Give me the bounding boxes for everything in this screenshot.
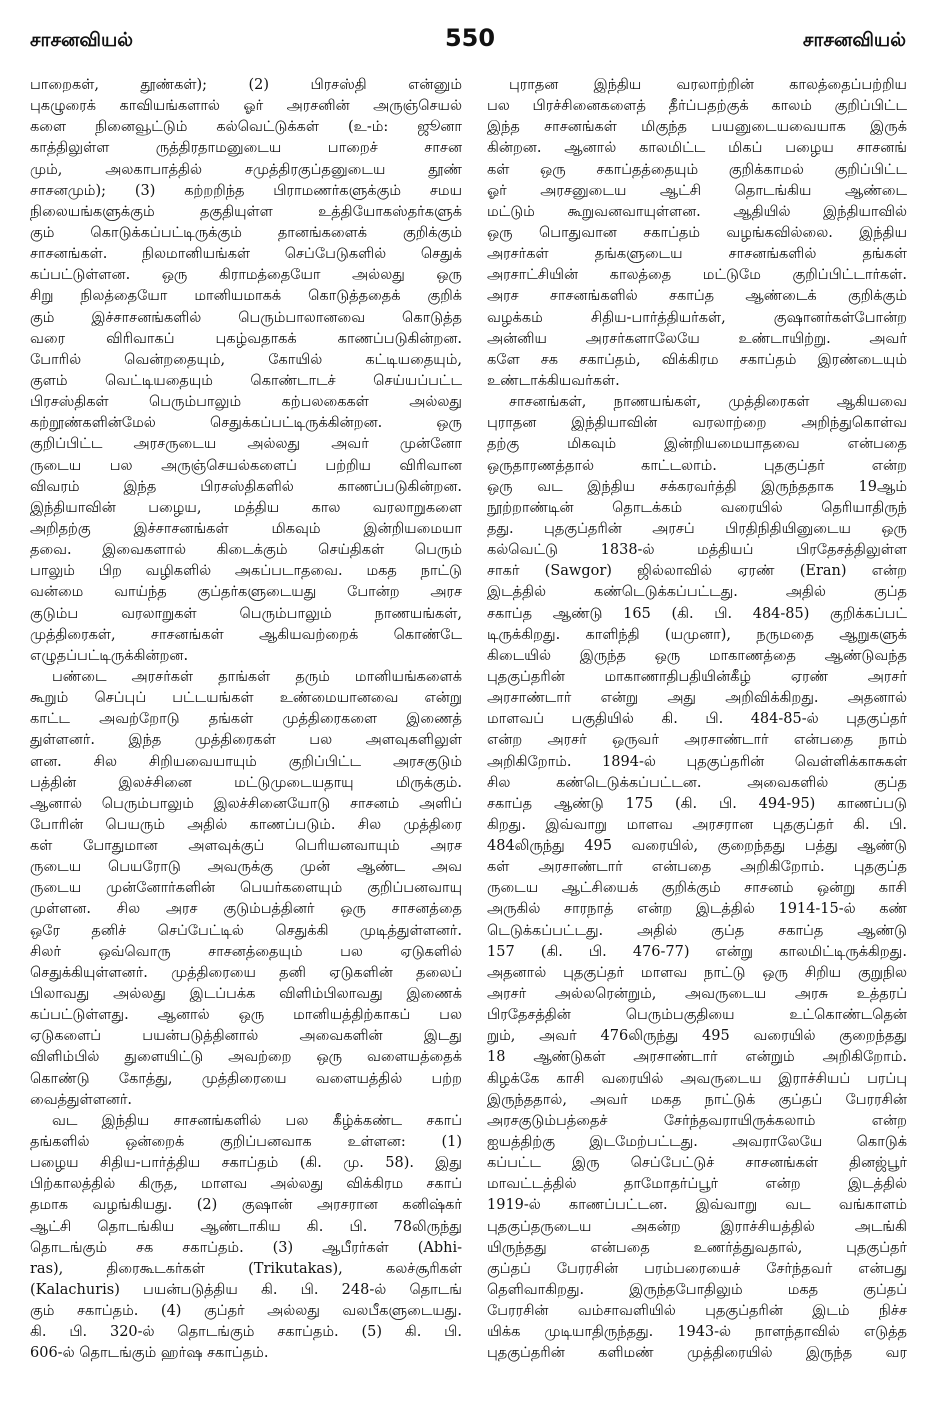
text-line: டெடுக்கப்பட்டது. அதில் குப்த சகாப்த ஆண்டு <box>487 922 907 939</box>
paragraph <box>30 75 462 667</box>
text-line: பல பிரச்சினைகளைத் தீர்ப்பதற்குக் காலம் குறிப்பிட்ட <box>487 98 907 115</box>
text-line: கிழக்கே காசி வரையில் அவருடைய இராச்சியப் பரப்பு <box>487 1070 907 1087</box>
text-line: 1919-ல் காணப்பட்டன. இவ்வாறு வட வங்காளம் <box>487 1197 907 1214</box>
paragraph <box>487 392 907 1364</box>
text-line: ras), திரைகூடகர்கள் (Trikutakas), கலச்சூரிகள் <box>30 1260 462 1277</box>
text-line: இருந்ததால், அவர் மகத நாட்டுக் குப்தப் பேரரசின் <box>487 1091 907 1108</box>
text-line: இடத்தில் கண்டெடுக்கப்பட்டது. அதில் குப்த <box>487 584 907 601</box>
text-line: றும், அவர் 476லிருந்து 495 வரையில் குறைந்தது <box>487 1028 907 1045</box>
text-line: 157 (கி. பி. 476-77) என்று காலமிட்டிருக்கிறது. <box>487 943 907 960</box>
text-line: ஆனால் பெரும்பாலும் இலச்சினையோடு சாசனம் அளிப் <box>30 795 462 812</box>
text-line: கும் கொடுக்கப்பட்டிருக்கும் தானங்களைக் குறிக்கும் <box>30 224 462 241</box>
text-line: புராதன இந்திய வரலாற்றின் காலத்தைப்பற்றிய <box>509 77 907 93</box>
text-line: சிலர் ஒவ்வொரு சாசனத்தையும் பல ஏடுகளில் <box>30 943 462 960</box>
text-line: தொடங்கும் சக சகாப்தம். (3) ஆபீரர்கள் (Abhi- <box>30 1239 462 1256</box>
paragraph <box>487 75 907 392</box>
text-line: தமாக வழங்கியது. (2) குஷான் அரசரான கனிஷ்கர் <box>30 1197 462 1214</box>
text-line: வட இந்திய சாசனங்களில் பல கீழ்க்கண்ட சகாப் <box>52 1112 462 1129</box>
text-line: அதனால் புதகுப்தர் மாளவ நாட்டு ஒரு சிறிய குறுநில <box>487 964 907 981</box>
text-line: கற்றூண்களின்மேல் செதுக்கப்பட்டிருக்கின்றன. ஒரு <box>30 415 462 432</box>
text-line: வன்மை வாய்ந்த குப்தர்களுடையது போன்ற அரச <box>30 584 462 601</box>
text-line: உண்டாக்கியவர்கள். <box>487 372 620 389</box>
text-line: அரசகுடும்பத்தைச் சேர்ந்தவராயிருக்கலாம் என்ற <box>487 1112 907 1129</box>
text-line: புதகுப்தரின் களிமண் முத்திரையில் இருந்த வர <box>487 1345 907 1362</box>
text-line: அரசர்கள் தங்களுடைய சாசனங்களில் தங்கள் <box>487 246 907 263</box>
text-line: ளன. சில சிறியவையாயும் குறிப்பிட்ட அரசகுடும் <box>30 753 462 770</box>
text-line: காத்திலுள்ள ருத்திரதாமனுடைய பாறைச் சாசன <box>30 140 462 157</box>
text-line: மாளவப் பகுதியில் கி. பி. 484-85-ல் புதகுப்தர் <box>487 711 907 728</box>
text-line: அரசாண்டார் என்று அது அறிவிக்கிறது. அதனால் <box>487 690 907 707</box>
text-line: தெளிவாகிறது. இருந்தபோதிலும் மகத குப்தப் <box>487 1282 907 1299</box>
text-line: கள் அரசாண்டார் என்பதை அறிகிறோம். புதகுப்த <box>487 859 907 876</box>
text-line: ஒரே தனிச் செப்பேட்டில் செதுக்கி முடித்துள்ளனர். <box>30 922 462 939</box>
text-line: பிற்காலத்தில் கிருத, மாளவ அல்லது விக்கிரம சகாப் <box>30 1176 462 1193</box>
text-line: பத்தின் இலச்சினை மட்டுமுடையதாயு மிருக்கும். <box>30 774 462 791</box>
text-line: 606-ல் தொடங்கும் ஹர்ஷ சகாப்தம். <box>30 1345 269 1362</box>
text-line: மட்டும் கூறுவனவாயுள்ளன. ஆதியில் இந்தியாவில் <box>487 203 907 220</box>
text-line: கல்வெட்டு 1838-ல் மத்தியப் பிரதேசத்திலுள்ள <box>487 542 907 559</box>
text-line: சகாப்த ஆண்டு 165 (கி. பி. 484-85) குறிக்கப்பட் <box>487 605 907 622</box>
text-line: டிருக்கிறது. காளிந்தி (யமுனா), நருமதை ஆறுகளுக் <box>487 626 907 643</box>
text-line: தது. புதகுப்தரின் அரசப் பிரதிநிதியினுடைய ஒரு <box>487 520 907 537</box>
text-line: கப்பட்ட இரு செப்பேட்டுச் சாசனங்கள் தினஜ்பூர் <box>487 1155 907 1172</box>
running-head-right: சாசனவியல் <box>802 29 906 51</box>
right-column <box>487 75 907 1367</box>
text-line: அரசாட்சியின் காலத்தை மட்டுமே குறிப்பிட்டார்கள். <box>487 267 907 284</box>
text-line: போரில் வென்றதையும், கோயில் கட்டியதையும், <box>30 351 462 368</box>
text-line: எழுதப்பட்டிருக்கின்றன. <box>30 647 189 664</box>
text-line: ஓர் அரசனுடைய ஆட்சி தொடங்கிய ஆண்டை <box>487 182 907 199</box>
text-line: சிறு நிலத்தையோ மானியமாகக் கொடுத்ததைக் குறிக் <box>30 288 462 305</box>
text-line: குடும்ப வரலாறுகள் பெரும்பாலும் நாணயங்கள், <box>30 605 462 622</box>
text-line: கள் போதுமான அளவுக்குப் பெரியனவாயும் அரச <box>30 838 462 855</box>
text-line: ஒருதாரணத்தால் காட்டலாம். புதகுப்தர் என்ற <box>487 457 907 474</box>
text-line: பேரரசின் வம்சாவளியில் புதகுப்தரின் இடம் நிச்ச <box>487 1303 907 1320</box>
text-line: நூற்றாண்டின் தொடக்கம் வரையில் தெரியாதிருந் <box>487 499 907 516</box>
text-line: பிலாவது அல்லது இடப்பக்க விளிம்பிலாவது இணைக் <box>30 986 462 1003</box>
text-line: கிறது. இவ்வாறு மாளவ அரசரான புதகுப்தர் கி. பி. <box>487 816 907 833</box>
text-line: கொண்டு கோத்து, முத்திரையை வளையத்தில் பற்ற <box>30 1070 462 1087</box>
paragraph <box>30 667 462 1111</box>
text-line: சாசனமும்); (3) கற்றறிந்த பிராமணர்களுக்கும் சமய <box>30 182 462 199</box>
text-line: ஐயத்திற்கு இடமேற்பட்டது. அவராலேயே கொடுக் <box>487 1134 907 1151</box>
text-line: துள்ளனர். இந்த முத்திரைகள் பல அளவுகளிலுள் <box>30 732 462 749</box>
text-line: வைத்துள்ளனர். <box>30 1091 133 1108</box>
text-line: இந்தியாவின் பழைய, மத்திய கால வரலாறுகளை <box>30 499 462 516</box>
text-line: பண்டை அரசர்கள் தாங்கள் தரும் மானியங்களைக் <box>52 668 462 685</box>
text-line: அன்னிய அரசர்களாலேயே உண்டாயிற்று. அவர் <box>487 330 907 347</box>
text-line: அரசர் அல்லரென்றும், அவருடைய அரசு உத்தரப் <box>487 986 907 1003</box>
text-line: அறிகிறோம். 1894-ல் புதகுப்தரின் வெள்ளிக்காசுகள் <box>487 753 907 770</box>
text-line: குளம் வெட்டியதையும் கொண்டாடச் செய்யப்பட்ட <box>30 372 462 389</box>
paragraph <box>30 1111 462 1365</box>
text-line: கிடையில் இருந்த ஒரு மாகாணத்தை ஆண்டுவந்த <box>487 647 907 664</box>
page-number: 550 <box>444 24 496 52</box>
text-line: சில கண்டெடுக்கப்பட்டன. அவைகளில் குப்த <box>487 774 907 791</box>
text-line: ருடைய பெயரோடு அவருக்கு முன் ஆண்ட அவ <box>30 859 462 876</box>
text-line: விவரம் இந்த பிரசஸ்திகளில் காணப்படுகின்றன. <box>30 478 462 495</box>
text-line: செதுக்கியுள்ளனர். முத்திரையை தனி ஏடுகளின் தலைப் <box>30 964 462 981</box>
text-line: கி. பி. 320-ல் தொடங்கும் சகாப்தம். (5) கி. பி. <box>30 1324 462 1341</box>
text-line: புராதன இந்தியாவின் வரலாற்றை அறிந்துகொள்வ <box>487 415 907 432</box>
text-line: கின்றன. ஆனால் காலமிட்ட மிகப் பழைய சாசனங் <box>487 140 907 157</box>
text-line: நிலையங்களுக்கும் தகுதியுள்ள உத்தியோகஸ்தர்களுக் <box>30 203 462 220</box>
running-head-left: சாசனவியல் <box>30 29 134 51</box>
text-line: பிரசஸ்திகள் பெரும்பாலும் கற்பலகைகள் அல்லது <box>30 394 462 411</box>
text-line: பாறைகள், தூண்கள்); (2) பிரசஸ்தி என்னும் <box>30 77 462 93</box>
text-line: புதகுப்தரின் மாகாணாதிபதியின்கீழ் ஏரண் அரசர் <box>487 668 907 685</box>
text-line: முள்ளன. சில அரச குடும்பத்தினர் ஒரு சாசனத்தை <box>30 901 462 918</box>
text-line: குறிப்பிட்ட அரசருடைய அல்லது அவர் முன்னோ <box>30 436 462 453</box>
text-line: 484லிருந்து 495 வரையில், குறைந்தது பத்து ஆண்டு <box>487 838 907 855</box>
text-line: மும், அலகாபாத்தில் சமுத்திரகுப்தனுடைய தூண் <box>30 161 462 178</box>
text-line: மாவட்டத்தில் தாமோதர்ப்பூர் என்ற இடத்தில் <box>487 1176 907 1193</box>
text-line: இந்த சாசனங்கள் மிகுந்த பயனுடையவையாக இருக் <box>487 119 907 136</box>
text-line: தவை. இவைகளால் கிடைக்கும் செய்திகள் பெரும் <box>30 542 462 559</box>
text-line: ருடைய ஆட்சியைக் குறிக்கும் சாசனம் ஒன்று காசி <box>487 880 907 897</box>
text-line: யிக்க முடியாதிருந்தது. 1943-ல் நாளந்தாவில் எடுத்த <box>487 1324 907 1341</box>
text-line: முத்திரைகள், சாசனங்கள் ஆகியவற்றைக் கொண்டே <box>30 626 462 643</box>
text-line: பழைய சிதிய-பார்த்திய சகாப்தம் (கி. மு. 58). இது <box>30 1155 462 1172</box>
text-line: புகழுரைக் காவியங்களால் ஓர் அரசனின் அருஞ்செயல் <box>30 98 462 115</box>
text-line: சாசனங்கள், நாணயங்கள், முத்திரைகள் ஆகியவை <box>509 394 907 411</box>
text-line: ருடைய பல அருஞ்செயல்களைப் பற்றிய விரிவான <box>30 457 462 474</box>
text-line: (Kalachuris) பயன்படுத்திய கி. பி. 248-ல் தொடங் <box>30 1282 462 1299</box>
text-line: கும் இச்சாசனங்களில் பெரும்பாலானவை கொடுத்த <box>30 309 462 326</box>
text-line: வரை விரிவாகப் புகழ்வதாகக் காணப்படுகின்றன. <box>30 330 462 347</box>
text-line: என்ற அரசர் ஒருவர் அரசாண்டார் என்பதை நாம் <box>487 732 907 749</box>
text-line: பிரதேசத்தின் பெரும்பகுதியை உட்கொண்டதென் <box>487 1007 907 1024</box>
text-line: ஏடுகளைப் பயன்படுத்தினால் அவைகளின் இடது <box>30 1028 462 1045</box>
text-line: ருடைய முன்னோர்களின் பெயர்களையும் குறிப்பனவாயு <box>30 880 462 897</box>
text-line: யிருந்தது என்பதை உணர்த்துவதால், புதகுப்தர் <box>487 1239 907 1256</box>
text-line: போரின் பெயரும் அதில் காணப்படும். சில முத்திரை <box>30 816 462 833</box>
text-line: அறிதற்கு இச்சாசனங்கள் மிகவும் இன்றியமையா <box>30 520 462 537</box>
text-line: கும் சகாப்தம். (4) குப்தர் அல்லது வலபீகளுடையது. <box>30 1303 462 1320</box>
text-line: கப்பட்டுள்ளது. ஆனால் ஒரு மானியத்திற்காகப் பல <box>30 1007 462 1024</box>
text-line: 18 ஆண்டுகள் அரசாண்டார் என்றும் அறிகிறோம். <box>487 1049 907 1066</box>
text-line: அரச சாசனங்களில் சகாப்த ஆண்டைக் குறிக்கும் <box>487 288 907 305</box>
text-line: தற்கு மிகவும் இன்றியமையாதவை என்பதை <box>487 436 907 453</box>
text-line: வழக்கம் சிதிய-பார்த்தியர்கள், குஷானர்கள்போன்ற <box>487 309 907 326</box>
text-line: ஆட்சி தொடங்கிய ஆண்டாகிய கி. பி. 78லிருந்து <box>30 1218 462 1235</box>
text-line: களே சக சகாப்தம், விக்கிரம சகாப்தம் இரண்டையும் <box>487 351 907 368</box>
text-line: கூறும் செப்புப் பட்டயங்கள் உண்மையானவை என்று <box>30 690 462 707</box>
text-line: கப்பட்டுள்ளன. ஒரு கிராமத்தையோ அல்லது ஒரு <box>30 267 462 284</box>
text-line: ஒரு வட இந்திய சக்கரவர்த்தி இருந்ததாக 19ஆம் <box>487 478 907 495</box>
text-line: ஒரு பொதுவான சகாப்தம் வழங்கவில்லை. இந்திய <box>487 224 907 241</box>
left-column <box>30 75 462 1367</box>
text-line: சாசனங்கள். நிலமானியங்கள் செப்பேடுகளில் செதுக் <box>30 246 462 263</box>
text-line: அருகில் சாரநாத் என்ற இடத்தில் 1914-15-ல் கண் <box>487 901 907 918</box>
text-line: காட்ட அவற்றோடு தங்கள் முத்திரைகளை இணைத் <box>30 711 462 728</box>
text-line: கள் ஒரு சகாப்தத்தையும் குறிக்காமல் குறிப்பிட்ட <box>487 161 907 178</box>
text-line: குப்தப் பேரரசின் பரம்பரையைச் சேர்ந்தவர் என்பது <box>487 1260 907 1277</box>
text-line: சாகர் (Sawgor) ஜில்லாவில் ஏரண் (Eran) என்ற <box>487 563 907 580</box>
text-line: சகாப்த ஆண்டு 175 (கி. பி. 494-95) காணப்படு <box>487 795 907 812</box>
text-line: பாலும் பிற வழிகளில் அகப்படாதவை. மகத நாட்டு <box>30 563 462 580</box>
text-line: தங்களில் ஒன்றைக் குறிப்பனவாக உள்ளன: (1) <box>30 1134 462 1151</box>
text-line: விளிம்பில் துளையிட்டு அவற்றை ஒரு வளையத்தைக் <box>30 1049 462 1066</box>
text-line: களை நினைவூட்டும் கல்வெட்டுக்கள் (உ-ம்: ஜூனா <box>30 119 462 136</box>
text-line: புதகுப்தருடைய அகன்ற இராச்சியத்தில் அடங்கி <box>487 1218 907 1235</box>
